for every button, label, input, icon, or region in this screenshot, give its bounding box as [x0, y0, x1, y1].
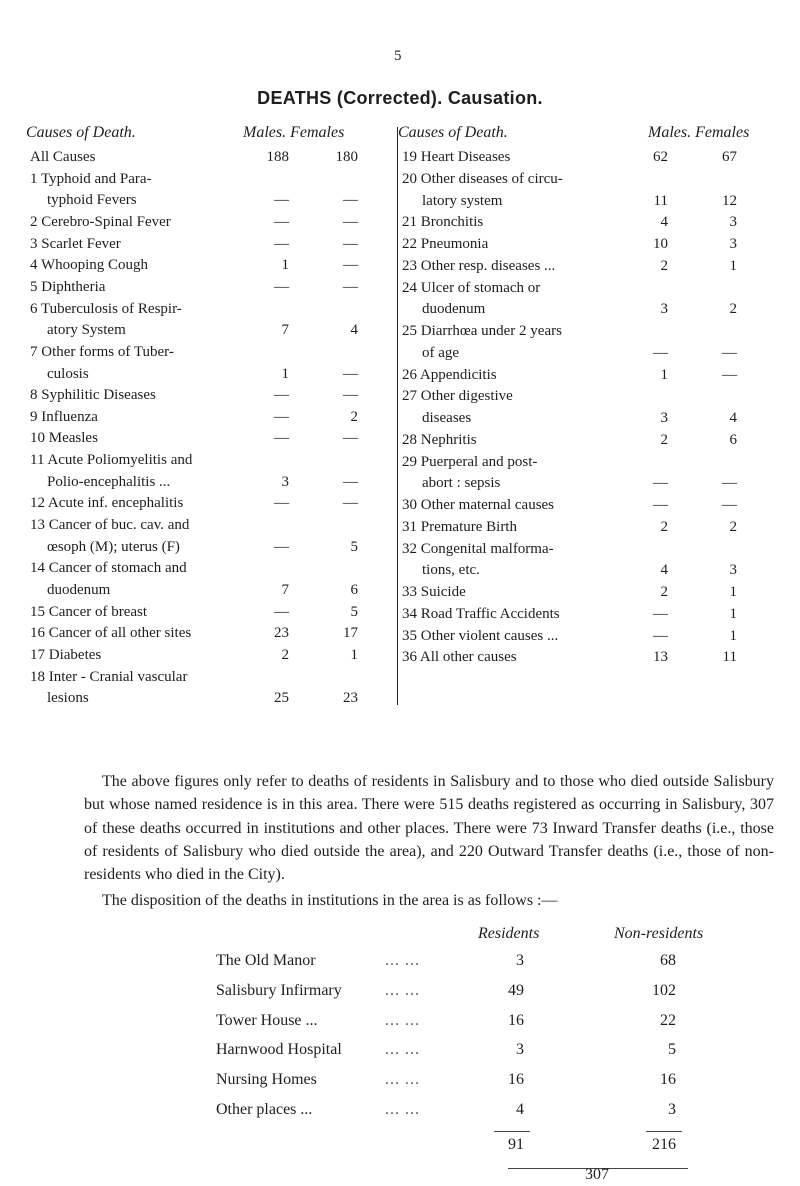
residents-value: 16	[508, 1011, 524, 1029]
right-row-label: 19 Heart Diseases	[402, 149, 511, 165]
right-row-label: 33 Suicide	[402, 584, 466, 600]
non-residents-value: 5	[668, 1041, 676, 1059]
right-row-label: 25 Diarrhœa under 2 years	[402, 323, 562, 339]
left-males-value: —	[274, 538, 289, 555]
left-males-value: 3	[281, 473, 289, 490]
left-males-value: —	[274, 430, 289, 447]
grand-total: 307	[585, 1166, 609, 1183]
left-row-label: duodenum	[47, 582, 111, 598]
total-residents: 91	[508, 1136, 524, 1153]
right-row-label: latory system	[422, 192, 503, 209]
right-females-value: 1	[729, 627, 737, 644]
left-row-label: culosis	[47, 365, 89, 382]
right-males-value: 3	[660, 410, 668, 426]
right-females-value: 1	[729, 605, 737, 622]
nonresidents-sum-rule	[646, 1131, 682, 1132]
left-row-label: 6 Tuberculosis of Respir-	[30, 300, 182, 317]
right-females-value: 3	[729, 562, 737, 579]
leader-dots: ... ...	[385, 1041, 420, 1059]
left-males-value: 1	[281, 365, 289, 382]
right-males-value: 62	[653, 149, 668, 165]
right-males-value: 1	[660, 366, 668, 383]
right-row-label: 36 All other causes	[402, 649, 517, 666]
explanatory-text: The above figures only refer to deaths of residents in Salisbury and to those who died outside Salisbury but whose named residence is in this area. There were 515 deaths registered as occurring in Salisbury, 307 of these deaths occurred in institutions and other places. There were 73 Inward Transfer deaths (i.e., those of residents of Salisbury who died outside the area), and 220 Outward Transfer deaths (i.e., those of non-residents who died in the City).	[84, 773, 774, 884]
residents-value: 4	[516, 1101, 524, 1118]
institution-name: Harnwood Hospital	[216, 1041, 342, 1059]
left-males-value: —	[274, 213, 289, 230]
left-females-value: 5	[350, 538, 358, 555]
header-males-females-right: Males. Females	[648, 124, 750, 141]
non-residents-value: 3	[668, 1101, 676, 1118]
left-males-value: —	[274, 408, 289, 425]
right-females-value: 3	[729, 214, 737, 231]
left-row-label: 1 Typhoid and Para-	[30, 170, 152, 187]
left-females-value: 2	[350, 408, 358, 425]
left-row-label: 5 Diphtheria	[30, 278, 106, 295]
left-row-label: 7 Other forms of Tuber-	[30, 343, 174, 360]
left-females-value: 23	[343, 690, 358, 707]
left-females-value: —	[343, 278, 358, 295]
institution-name: Salisbury Infirmary	[216, 981, 342, 999]
right-row-label: 21 Bronchitis	[402, 214, 484, 231]
right-females-value: —	[722, 366, 737, 383]
right-females-value: 2	[729, 301, 737, 318]
left-row-label: lesions	[47, 690, 89, 707]
residents-sum-rule	[494, 1131, 530, 1132]
left-females-value: —	[343, 387, 358, 404]
left-females-value: —	[343, 495, 358, 512]
left-males-value: 7	[281, 322, 289, 339]
non-residents-value: 68	[660, 952, 676, 969]
residents-value: 49	[508, 981, 524, 999]
right-row-label: diseases	[422, 410, 472, 426]
left-males-value: —	[274, 387, 289, 404]
right-row-label: 26 Appendicitis	[402, 366, 497, 383]
right-row-label: 31 Premature Birth	[402, 518, 517, 535]
header-residents: Residents	[478, 925, 540, 942]
leader-dots: ... ...	[385, 1071, 420, 1089]
left-row-label: 13 Cancer of buc. cav. and	[30, 517, 190, 534]
right-row-label: 28 Nephritis	[402, 431, 477, 448]
left-females-value: —	[343, 430, 358, 447]
explanatory-paragraph	[84, 770, 774, 886]
left-males-value: 188	[266, 149, 289, 165]
institution-name: Tower House ...	[216, 1011, 318, 1029]
right-row-label: 30 Other maternal causes	[402, 497, 555, 513]
header-causes-left: Causes of Death.	[26, 124, 136, 141]
left-row-label: 4 Whooping Cough	[30, 257, 149, 274]
left-females-value: —	[343, 213, 358, 230]
right-females-value: —	[722, 344, 737, 361]
right-females-value: 11	[722, 649, 737, 666]
right-row-label: abort : sepsis	[422, 475, 501, 492]
disposition-intro-text: The disposition of the deaths in institutions in the area is as follows :—	[102, 892, 558, 909]
left-males-value: 2	[281, 646, 289, 663]
right-males-value: —	[653, 344, 668, 361]
right-males-value: 10	[653, 236, 668, 252]
right-row-label: 20 Other diseases of circu-	[402, 170, 563, 187]
left-males-value: —	[274, 235, 289, 252]
left-females-value: —	[343, 365, 358, 382]
right-females-value: 6	[729, 431, 737, 448]
right-males-value: 13	[653, 649, 668, 666]
left-males-value: —	[274, 495, 289, 512]
right-males-value: —	[653, 475, 668, 492]
left-males-value: —	[274, 192, 289, 209]
left-row-label: 15 Cancer of breast	[30, 603, 148, 620]
institution-name: The Old Manor	[216, 952, 316, 969]
right-females-value: 12	[722, 192, 737, 209]
left-females-value: 17	[343, 625, 358, 642]
right-males-value: —	[653, 497, 668, 513]
right-females-value: —	[722, 475, 737, 492]
left-males-value: —	[274, 603, 289, 620]
institution-name: Other places ...	[216, 1101, 313, 1118]
left-row-label: 2 Cerebro-Spinal Fever	[30, 213, 171, 230]
header-males-females-left: Males. Females	[243, 124, 345, 141]
right-females-value: 1	[729, 584, 737, 600]
left-row-label: 12 Acute inf. encephalitis	[30, 495, 184, 512]
left-row-label: 3 Scarlet Fever	[30, 235, 121, 252]
column-divider	[397, 127, 398, 705]
right-males-value: 3	[660, 301, 668, 318]
left-row-label: All Causes	[30, 149, 96, 165]
non-residents-value: 22	[660, 1011, 676, 1029]
left-row-label: 16 Cancer of all other sites	[30, 625, 192, 642]
right-row-label: 22 Pneumonia	[402, 236, 489, 252]
header-causes-right: Causes of Death.	[398, 124, 508, 141]
right-females-value: 2	[729, 518, 737, 535]
left-males-value: —	[274, 278, 289, 295]
right-row-label: duodenum	[422, 301, 486, 318]
right-males-value: —	[653, 605, 668, 622]
left-row-label: 10 Measles	[30, 430, 98, 447]
residents-value: 3	[516, 1041, 524, 1059]
non-residents-value: 102	[652, 981, 676, 999]
left-row-label: œsoph (M); uterus (F)	[47, 538, 180, 555]
right-females-value: 1	[729, 257, 737, 274]
right-row-label: 32 Congenital malforma-	[402, 540, 554, 557]
left-females-value: —	[343, 235, 358, 252]
residents-value: 16	[508, 1071, 524, 1089]
right-females-value: —	[722, 497, 737, 513]
left-females-value: 4	[350, 322, 358, 339]
institution-name: Nursing Homes	[216, 1071, 317, 1089]
left-females-value: 180	[335, 149, 358, 165]
left-row-label: 8 Syphilitic Diseases	[30, 387, 156, 404]
right-females-value: 4	[729, 410, 737, 426]
leader-dots: ... ...	[385, 1101, 420, 1118]
right-row-label: 35 Other violent causes ...	[402, 627, 559, 644]
residents-value: 3	[516, 952, 524, 969]
right-males-value: 2	[660, 518, 668, 535]
page-number: 5	[394, 48, 402, 64]
right-males-value: 2	[660, 257, 668, 274]
total-nonresidents: 216	[652, 1136, 676, 1153]
right-females-value: 3	[729, 236, 737, 252]
right-males-value: 4	[660, 562, 668, 579]
right-males-value: 11	[653, 192, 668, 209]
left-females-value: —	[343, 257, 358, 274]
left-row-label: 18 Inter - Cranial vascular	[30, 668, 188, 685]
left-males-value: 7	[281, 582, 289, 598]
left-row-label: atory System	[47, 322, 126, 339]
non-residents-value: 16	[660, 1071, 676, 1089]
right-row-label: of age	[422, 344, 460, 361]
left-females-value: 5	[350, 603, 358, 620]
leader-dots: ... ...	[385, 1011, 420, 1029]
left-males-value: 23	[274, 625, 289, 642]
right-row-label: 27 Other digestive	[402, 388, 513, 405]
left-females-value: 1	[350, 646, 358, 663]
left-females-value: —	[343, 192, 358, 209]
leader-dots: ... ...	[385, 952, 420, 969]
left-row-label: 9 Influenza	[30, 408, 98, 425]
left-row-label: 14 Cancer of stomach and	[30, 560, 187, 577]
left-females-value: 6	[350, 582, 358, 598]
right-males-value: 2	[660, 584, 668, 600]
header-non-residents: Non-residents	[614, 925, 704, 942]
right-row-label: tions, etc.	[422, 562, 480, 579]
right-females-value: 67	[722, 149, 737, 165]
left-males-value: 1	[281, 257, 289, 274]
disposition-intro	[84, 889, 774, 912]
right-row-label: 23 Other resp. diseases ...	[402, 257, 556, 274]
leader-dots: ... ...	[385, 981, 420, 999]
left-row-label: 17 Diabetes	[30, 646, 102, 663]
left-row-label: Polio-encephalitis ...	[47, 473, 171, 490]
left-females-value: —	[343, 473, 358, 490]
right-row-label: 34 Road Traffic Accidents	[402, 605, 560, 622]
right-males-value: —	[653, 627, 668, 644]
right-row-label: 24 Ulcer of stomach or	[402, 279, 541, 296]
left-row-label: 11 Acute Poliomyelitis and	[30, 452, 193, 469]
right-males-value: 4	[660, 214, 668, 231]
left-row-label: typhoid Fevers	[47, 192, 137, 209]
right-males-value: 2	[660, 431, 668, 448]
page-title: DEATHS (Corrected). Causation.	[257, 88, 543, 108]
left-males-value: 25	[274, 690, 289, 707]
right-row-label: 29 Puerperal and post-	[402, 453, 538, 470]
